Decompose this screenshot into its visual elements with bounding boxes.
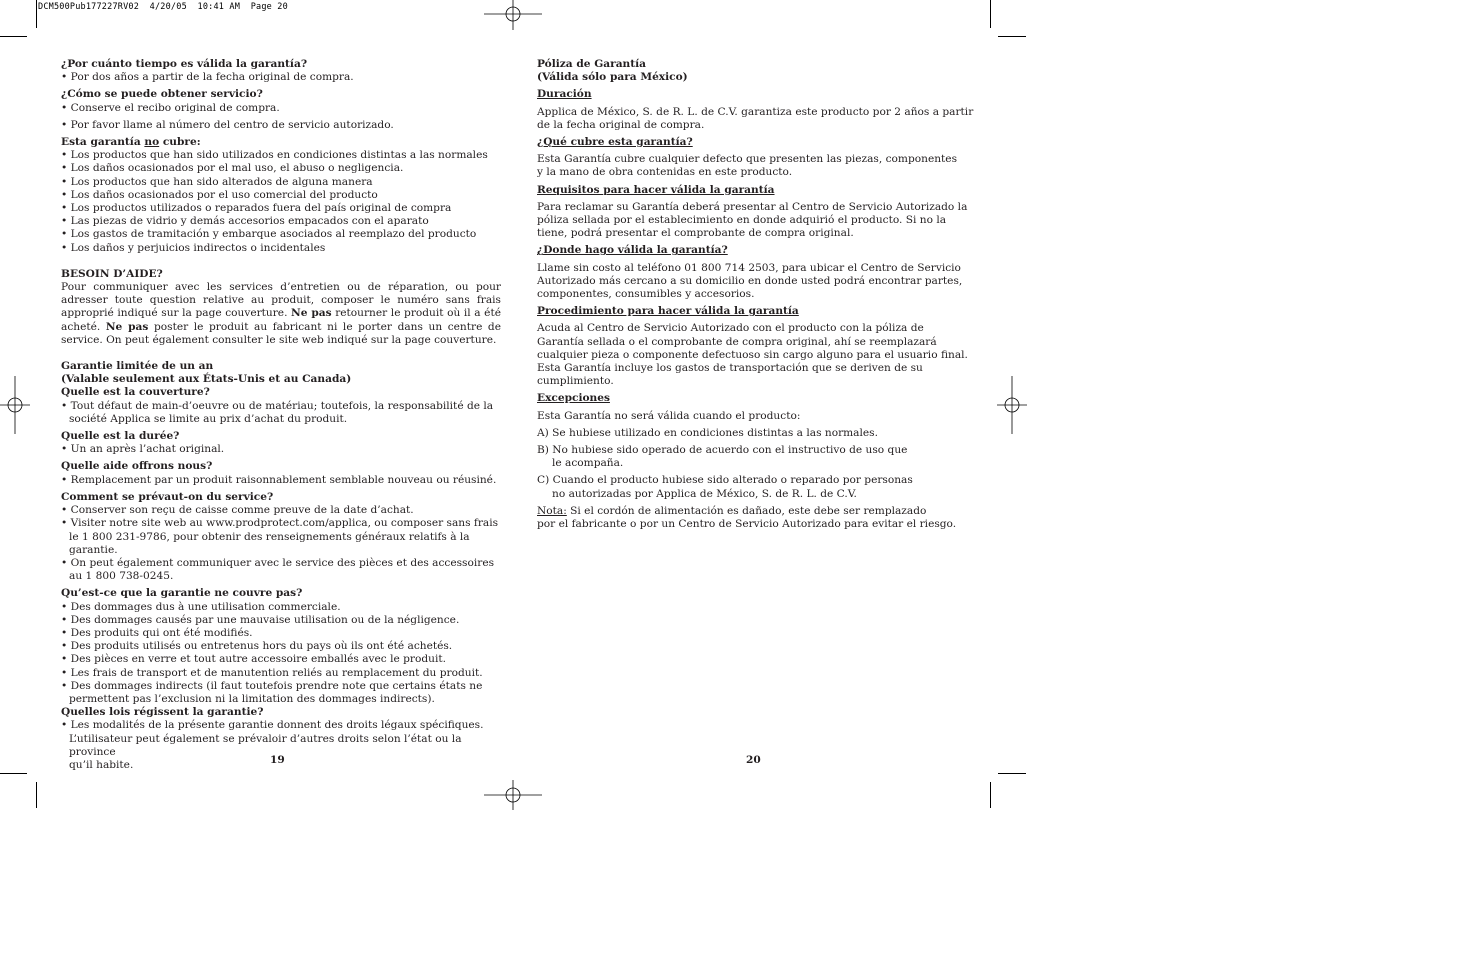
excepciones-heading: Excepciones <box>537 392 610 405</box>
fr-question: Quelle est la durée? <box>61 430 180 443</box>
list-item-continuation: le 1 800 231-9786, pour obtenir des renseignements généraux relatifs à la <box>69 530 470 543</box>
list-item: • Conserve el recibo original de compra. <box>61 101 280 114</box>
garantie-title: Garantie limitée de un an <box>61 360 214 373</box>
list-item: • Des produits qui ont été modifiés. <box>61 626 253 639</box>
procedimiento-line: Acuda al Centro de Servicio Autorizado con el producto con la póliza de <box>537 322 924 335</box>
procedimiento-line: cumplimiento. <box>537 375 614 388</box>
list-item: • Los daños ocasionados por el mal uso, el abuso o negligencia. <box>61 162 404 175</box>
nota-line: Nota: Si el cordón de alimentación es dañado, este debe ser remplazado <box>537 504 927 517</box>
list-item: • Un an après l’achat original. <box>61 443 225 456</box>
crop-mark <box>0 773 27 774</box>
duracion-heading: Duración <box>537 88 592 101</box>
list-item: • Des pièces en verre et tout autre accessoire emballés avec le produit. <box>61 653 446 666</box>
cubre-line: y la mano de obra contenidas en este producto. <box>537 166 793 179</box>
fr-question: Quelle est la couverture? <box>61 386 210 399</box>
crop-mark <box>990 782 991 808</box>
list-item: • Des dommages causés par une mauvaise utilisation ou de la négligence. <box>61 613 460 626</box>
besoin-paragraph: Pour communiquer avec les services d’entretien ou de réparation, ou pour adresser toute question relative au produit, composer le numéro sans frais approprié indiqué sur la page couverture. Ne pas retourner le produit où il a été acheté. Ne pas poster le produit au fabricant ni le porter dans un centre de service. On peut également consulter le site web indiqué sur la page couverture. <box>61 281 501 346</box>
list-item-continuation: garantie. <box>69 543 118 556</box>
registration-mark-icon <box>484 0 542 30</box>
list-item: • Les frais de transport et de manutention reliés au remplacement du produit. <box>61 666 483 679</box>
crop-mark <box>998 773 1026 774</box>
duracion-line: de la fecha original de compra. <box>537 118 705 131</box>
list-item: • Tout défaut de main-d’oeuvre ou de matériau; toutefois, la responsabilité de la <box>61 399 494 412</box>
fr-question: Quelle aide offrons nous? <box>61 460 213 473</box>
procedimiento-line: Garantía sellada o el comprobante de compra original, ahí se reemplazará <box>537 335 937 348</box>
list-item: • Los daños y perjuicios indirectos o incidentales <box>61 241 326 254</box>
registration-mark-icon <box>0 376 30 434</box>
excepcion-item: C) Cuando el producto hubiese sido alterado o reparado por personas <box>537 474 913 487</box>
es-warranty-question: ¿Cómo se puede obtener servicio? <box>61 88 263 101</box>
left-page-column <box>61 58 501 772</box>
list-item: • Des produits utilisés ou entretenus hors du pays où ils ont été achetés. <box>61 640 453 653</box>
poliza-subtitle: (Válida sólo para México) <box>537 71 688 84</box>
donde-line: componentes, consumibles y accesorios. <box>537 288 755 301</box>
excepcion-item-continuation: le acompaña. <box>552 457 624 470</box>
requisitos-line: tiene, podrá presentar el comprobante de compra original. <box>537 227 854 240</box>
registration-mark-icon <box>484 780 542 810</box>
fr-question: Qu’est-ce que la garantie ne couvre pas? <box>61 587 303 600</box>
procedimiento-line: Esta Garantía incluye los gastos de transportación que se deriven de su <box>537 362 923 375</box>
requisitos-line: Para reclamar su Garantía deberá presentar al Centro de Servicio Autorizado la <box>537 200 968 213</box>
poliza-title: Póliza de Garantía <box>537 58 647 70</box>
donde-line: Llame sin costo al teléfono 01 800 714 2503, para ubicar el Centro de Servicio <box>537 261 961 274</box>
list-item: • Los productos que han sido alterados de alguna manera <box>61 175 373 188</box>
nota-line: por el fabricante o por un Centro de Servicio Autorizado para evitar el riesgo. <box>537 518 957 531</box>
excepcion-item: B) No hubiese sido operado de acuerdo con el instructivo de uso que <box>537 444 908 457</box>
page-number-left: 19 <box>270 754 285 766</box>
list-item: • Remplacement par un produit raisonnablement semblable nouveau ou réusiné. <box>61 473 497 486</box>
list-item: • Visiter notre site web au www.prodprotect.com/applica, ou composer sans frais <box>61 517 499 530</box>
list-item: • Por favor llame al número del centro de servicio autorizado. <box>61 118 394 131</box>
crop-mark <box>36 782 37 808</box>
requisitos-line: póliza sellada por el establecimiento en donde adquirió el producto. Si no la <box>537 214 947 227</box>
no-cubre-heading: Esta garantía no cubre: <box>61 136 201 149</box>
list-item: • Los daños ocasionados por el uso comercial del producto <box>61 188 378 201</box>
list-item-continuation: permettent pas l’exclusion ni la limitation des dommages indirects). <box>69 692 435 705</box>
fr-question: Quelles lois régissent la garantie? <box>61 706 264 719</box>
crop-mark <box>36 0 37 28</box>
garantie-subtitle: (Valable seulement aux États-Unis et au Canada) <box>61 373 352 386</box>
list-item: • Las piezas de vidrio y demás accesorios empacados con el aparato <box>61 215 429 228</box>
excepciones-intro: Esta Garantía no será válida cuando el producto: <box>537 409 801 422</box>
donde-heading: ¿Donde hago válida la garantía? <box>537 244 728 257</box>
page-number-right: 20 <box>746 754 761 766</box>
list-item: • Los productos que han sido utilizados en condiciones distintas a las normales <box>61 149 488 162</box>
es-warranty-question: ¿Por cuánto tiempo es válida la garantía? <box>61 58 308 70</box>
crop-mark <box>998 36 1026 37</box>
list-item: • On peut également communiquer avec le service des pièces et des accessoires <box>61 556 495 569</box>
excepcion-item-continuation: no autorizadas por Applica de México, S. de R. L. de C.V. <box>552 487 857 500</box>
nota-label: Nota: <box>537 504 567 517</box>
procedimiento-heading: Procedimiento para hacer válida la garantía <box>537 305 799 318</box>
crop-mark <box>0 36 27 37</box>
duracion-line: Applica de México, S. de R. L. de C.V. garantiza este producto por 2 años a partir <box>537 105 974 118</box>
donde-line: Autorizado más cercano a su domicilio en donde usted podrá encontrar partes, <box>537 274 963 287</box>
cubre-heading: ¿Qué cubre esta garantía? <box>537 136 693 149</box>
no-emphasis: no <box>144 136 160 149</box>
fr-question: Comment se prévaut-on du service? <box>61 490 274 503</box>
right-page-column <box>537 58 977 531</box>
list-item-continuation: qu’il habite. <box>69 758 134 771</box>
list-item-continuation: société Applica se limite au prix d’achat du produit. <box>69 412 348 425</box>
procedimiento-line: cualquier pieza o componente defectuoso sin cargo alguno para el usuario final. <box>537 348 968 361</box>
list-item: • Los gastos de tramitación y embarque asociados al reemplazo del producto <box>61 228 477 241</box>
print-slug: DCM500Pub177227RV02 4/20/05 10:41 AM Page 20 <box>38 2 288 12</box>
list-item: • Los productos utilizados o reparados fuera del país original de compra <box>61 202 452 215</box>
excepcion-item: A) Se hubiese utilizado en condiciones distintas a las normales. <box>537 426 878 439</box>
list-item: • Por dos años a partir de la fecha original de compra. <box>61 71 354 84</box>
list-item: • Conserver son reçu de caisse comme preuve de la date d’achat. <box>61 504 414 517</box>
list-item: • Des dommages dus à une utilisation commerciale. <box>61 600 341 613</box>
list-item: • Les modalités de la présente garantie donnent des droits légaux spécifiques. <box>61 719 484 732</box>
cubre-line: Esta Garantía cubre cualquier defecto que presenten las piezas, componentes <box>537 153 957 166</box>
list-item-continuation: L’utilisateur peut également se prévaloir d’autres droits selon l’état ou la province <box>69 732 462 758</box>
besoin-heading: BESOIN D’AIDE? <box>61 267 163 280</box>
requisitos-heading: Requisitos para hacer válida la garantía <box>537 183 775 196</box>
registration-mark-icon <box>997 376 1027 434</box>
list-item: • Des dommages indirects (il faut toutefois prendre note que certains états ne <box>61 679 483 692</box>
crop-mark <box>990 0 991 28</box>
list-item-continuation: au 1 800 738-0245. <box>69 570 174 583</box>
